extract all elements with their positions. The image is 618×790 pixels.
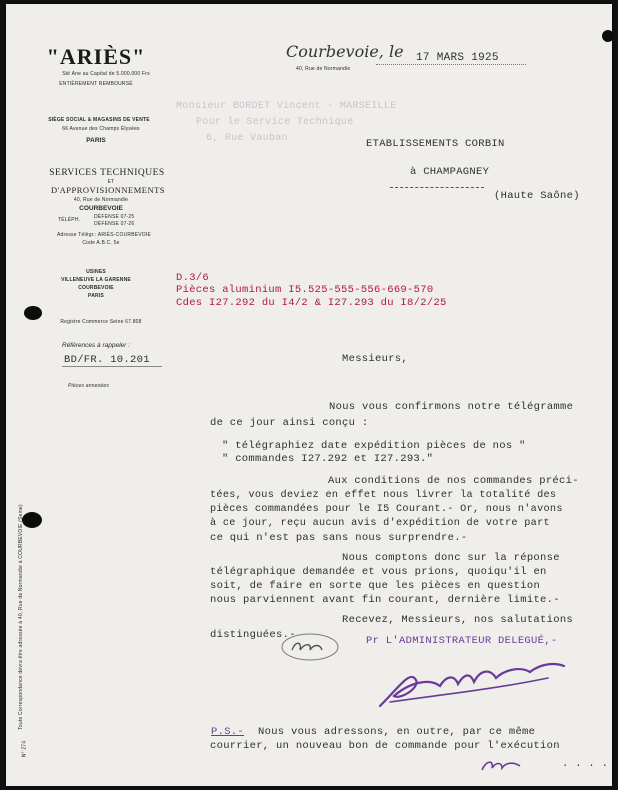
salutation: Messieurs, xyxy=(342,353,409,365)
closing-line2: distinguées.- xyxy=(210,629,296,641)
telephone-1: DÉFENSE 07-25 xyxy=(94,214,135,220)
quote-line1: " télégraphiez date expédition pièces de nos " xyxy=(222,440,526,452)
signature xyxy=(370,656,570,716)
ps-label: P.S.- xyxy=(211,726,245,738)
company-form: Sté Ane au Capital de 5.000.000 Frs xyxy=(62,71,150,77)
references-label: Références à rappeler : xyxy=(62,342,130,349)
continuation-dots: . . . . xyxy=(562,758,609,770)
services-address: 40, Rue de Normandie xyxy=(73,197,129,203)
para3-line1: Nous comptons donc sur la réponse xyxy=(342,552,560,564)
signatory: Pr L'ADMINISTRATEUR DELEGUÉ,- xyxy=(366,635,558,647)
letter-page xyxy=(6,4,612,786)
usines-label: USINES xyxy=(86,269,106,275)
usines-2: COURBEVOIE xyxy=(78,285,114,291)
telegraph-address: Adresse Télégr.: ARIÈS-COURBEVOIE xyxy=(56,232,152,238)
ps-line2: courrier, un nouveau bon de commande pour l'exécution xyxy=(210,740,560,752)
punch-hole-top xyxy=(24,306,42,320)
para1-line1: Nous vous confirmons notre télégramme xyxy=(329,401,574,413)
closing-line1: Recevez, Messieurs, nos salutations xyxy=(342,614,574,626)
references-rule xyxy=(62,366,162,367)
para2-line3: pièces commandées pour le I5 Courant.- Or, nous n'avons xyxy=(210,504,563,515)
seat-city: PARIS xyxy=(86,137,106,144)
seat-address: 66 Avenue des Champs Élysées xyxy=(62,126,140,132)
usines-1: VILLENEUVE LA GARENNE xyxy=(61,277,131,283)
telephone-2: DÉFENSE 07-26 xyxy=(94,221,135,227)
para1-line2: de ce jour ainsi conçu : xyxy=(210,417,369,429)
dateline-rule xyxy=(376,64,526,65)
reference-code: D.3/6 xyxy=(176,272,210,284)
services-subtitle: D'APPROVISIONNEMENTS xyxy=(50,185,165,195)
brand-name: "ARIÈS" xyxy=(46,44,146,69)
dateline-address: 40, Rue de Normandie xyxy=(296,66,351,72)
ps-line1: Nous vous adressons, en outre, par ce même xyxy=(258,726,536,738)
telegraph-code: Code A.B.C. 5e xyxy=(82,240,120,246)
margin-note: Toute Correspondance devra être adressée à 40, Rue de Normandie à COURBEVOIE (Seine) xyxy=(18,504,24,730)
ghost-line-1: Monsieur BORDET Vincent - MARSEILLE xyxy=(176,101,397,112)
services-et: ET xyxy=(107,179,115,185)
telephone-label: TÉLÉPH. xyxy=(58,217,81,223)
services-city: COURBEVOIE xyxy=(79,205,123,212)
usines-3: PARIS xyxy=(88,293,104,299)
para3-line4: nous parviennent avant fin courant, dernière limite.- xyxy=(210,594,560,606)
dateline-place: Courbevoie, le xyxy=(286,42,404,61)
para2-line5: ce qui n'est pas sans nous surprendre.- xyxy=(210,532,468,544)
reference-line-1: Pièces aluminium I5.525-555-556-669-570 xyxy=(176,284,434,296)
recipient-region: (Haute Saône) xyxy=(494,190,580,202)
para3-line3: soit, de faire en sorte que les pièces en question xyxy=(210,580,541,592)
recipient-name: ETABLISSEMENTS CORBIN xyxy=(366,138,505,150)
references-value: BD/FR. 10.201 xyxy=(64,354,150,366)
services-title: SERVICES TECHNIQUES xyxy=(49,168,165,178)
para2-line1: Aux conditions de nos commandes préci- xyxy=(328,475,579,487)
punch-hole-bottom xyxy=(22,512,42,528)
ghost-line-3: 6, Rue Vauban xyxy=(206,133,288,144)
seat-label: SIÈGE SOCIAL & MAGASINS DE VENTE xyxy=(48,117,150,123)
margin-number: N° 274 xyxy=(21,740,28,758)
para3-line2: télégraphique demandée et vous prions, quoiqu'il en xyxy=(210,566,547,578)
bottom-initials xyxy=(478,756,524,776)
ghost-line-2: Pour le Service Technique xyxy=(196,117,354,128)
quote-line2: " commandes I27.292 et I27.293." xyxy=(222,453,434,465)
recipient-city: à CHAMPAGNEY xyxy=(410,166,490,178)
pieces-jointes: Pièces annexées xyxy=(68,383,110,389)
corner-tear xyxy=(602,30,612,42)
dateline-date: 17 MARS 1925 xyxy=(416,52,499,64)
recipient-rule xyxy=(390,187,484,188)
initials-stamp xyxy=(278,630,342,664)
registre: Registre Commerce Seine 67.808 xyxy=(60,319,142,325)
reference-line-2: Cdes I27.292 du I4/2 & I27.293 du I8/2/25 xyxy=(176,297,447,309)
company-regime: ENTIÈREMENT REMBOURSÉ xyxy=(59,81,133,87)
para2-line2: tées, vous deviez en effet nous livrer la totalité des xyxy=(210,490,557,501)
para2-line4: à ce jour, reçu aucun avis d'expédition de votre part xyxy=(210,518,550,529)
